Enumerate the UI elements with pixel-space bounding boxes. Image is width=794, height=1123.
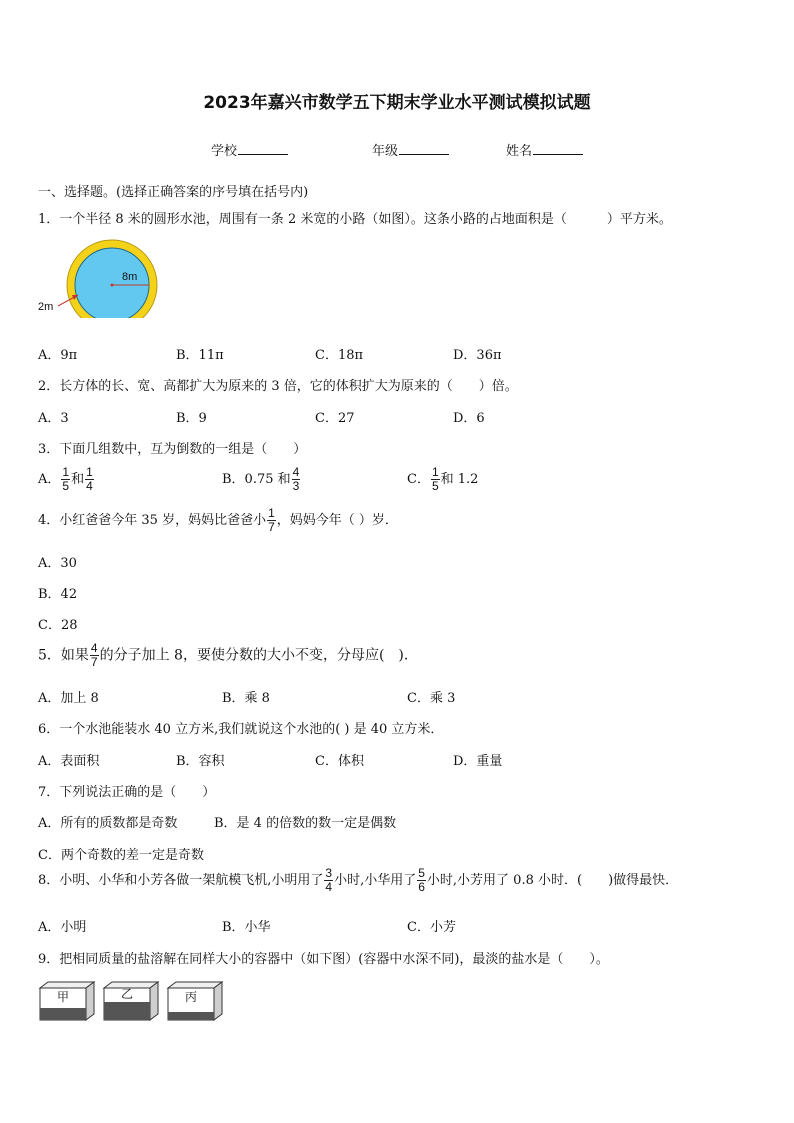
q7-option-c[interactable]: C．两个奇数的差一定是奇数 [38,848,204,863]
fraction: $\frac{1}{4}$ [86,465,93,493]
q3-option-c[interactable]: C． $\frac{1}{5}$ 和 1.2 [407,465,479,493]
name-label: 姓名 [506,144,533,159]
question-9: 9．把相同质量的盐溶解在同样大小的容器中（如下图）(容器中水深不同)，最淡的盐水是（ ）。 [38,952,609,967]
question-3: 3．下面几组数中，互为倒数的一组是（ ） [38,442,307,457]
question-5: 5．如果 $\frac{4}{7}$ 的分子加上 8，要使分数的大小不变，分母应( )． [38,641,418,669]
question-6: 6．一个水池能装水 40 立方米,我们就说这个水池的( ) 是 40 立方米． [38,722,444,737]
q4-option-a[interactable]: A．30 [38,556,77,571]
q3-option-b[interactable]: B．0.75 和 $\frac{4}{3}$ [222,465,300,493]
container-jia [40,982,94,1020]
q1-option-c[interactable]: C．18π [315,348,364,363]
q5-option-a[interactable]: A．加上 8 [38,691,99,706]
q2-option-d[interactable]: D．6 [453,411,485,426]
radius-label: 8m [122,271,138,283]
svg-text:丙: 丙 [184,990,198,1004]
fraction: $\frac{5}{6}$ [418,866,425,894]
section-heading: 一、选择题。(选择正确答案的序号填在括号内) [38,185,309,200]
fraction: $\frac{4}{3}$ [292,465,300,493]
q1-option-a[interactable]: A．9π [38,348,78,363]
q8-option-c[interactable]: C．小芳 [407,920,456,935]
svg-text:甲: 甲 [56,990,70,1004]
containers-figure [38,980,228,1030]
question-1: 1．一个半径 8 米的圆形水池，周围有一条 2 米宽的小路（如图）。这条小路的占地面积是（ ）平方米。 [38,212,672,227]
q1-option-b[interactable]: B．11π [176,348,224,363]
q5-option-c[interactable]: C．乘 3 [407,691,456,706]
school-field[interactable] [211,140,288,159]
pool-circle [75,248,149,318]
q8-option-b[interactable]: B．小华 [222,920,271,935]
page-title: 2023年嘉兴市数学五下期末学业水平测试模拟试题 [203,93,591,113]
pool-figure [36,238,166,318]
q6-option-b[interactable]: B．容积 [176,754,225,769]
q7-option-a[interactable]: A．所有的质数都是奇数 [38,816,178,831]
school-label: 学校 [211,144,238,159]
center-dot [111,284,114,287]
question-8: 8．小明、小华和小芳各做一架航模飞机,小明用了 $\frac{3}{4}$ 小时,小华用了 $\frac{5}{6}$ 小时,小芳用了 0.8 小时．( )做得最快． [38,866,679,894]
question-7: 7．下列说法正确的是（ ） [38,785,216,800]
q6-option-a[interactable]: A．表面积 [38,754,100,769]
q5-option-b[interactable]: B．乘 8 [222,691,270,706]
name-field[interactable] [506,140,583,159]
fraction: $\frac{1}{5}$ [62,465,70,493]
path-label: 2m [38,301,54,313]
svg-text:乙: 乙 [120,987,134,1001]
fraction: $\frac{1}{7}$ [268,506,275,534]
q3-option-a[interactable]: A． $\frac{1}{5}$ 和 $\frac{1}{4}$ [38,465,93,493]
fraction: $\frac{1}{5}$ [431,465,439,493]
question-2: 2．长方体的长、宽、高都扩大为原来的 3 倍，它的体积扩大为原来的（ ）倍。 [38,379,518,394]
container-yi [104,982,158,1020]
q7-option-b[interactable]: B．是 4 的倍数的数一定是偶数 [214,816,397,831]
q2-option-a[interactable]: A．3 [38,411,69,426]
q6-option-d[interactable]: D．重量 [453,754,503,769]
grade-label: 年级 [372,144,399,159]
fraction: $\frac{4}{7}$ [90,641,98,669]
q2-option-c[interactable]: C．27 [315,411,355,426]
container-bing [168,982,222,1020]
q1-option-d[interactable]: D．36π [453,348,502,363]
q6-option-c[interactable]: C．体积 [315,754,364,769]
grade-field[interactable] [372,140,449,159]
q8-option-a[interactable]: A．小明 [38,920,87,935]
q4-option-b[interactable]: B．42 [38,587,78,602]
question-4: 4．小红爸爸今年 35 岁，妈妈比爸爸小 $\frac{1}{7}$ ，妈妈今年（ ）岁． [38,506,398,534]
q4-option-c[interactable]: C．28 [38,618,78,633]
q2-option-b[interactable]: B．9 [176,411,207,426]
fraction: $\frac{3}{4}$ [325,866,333,894]
